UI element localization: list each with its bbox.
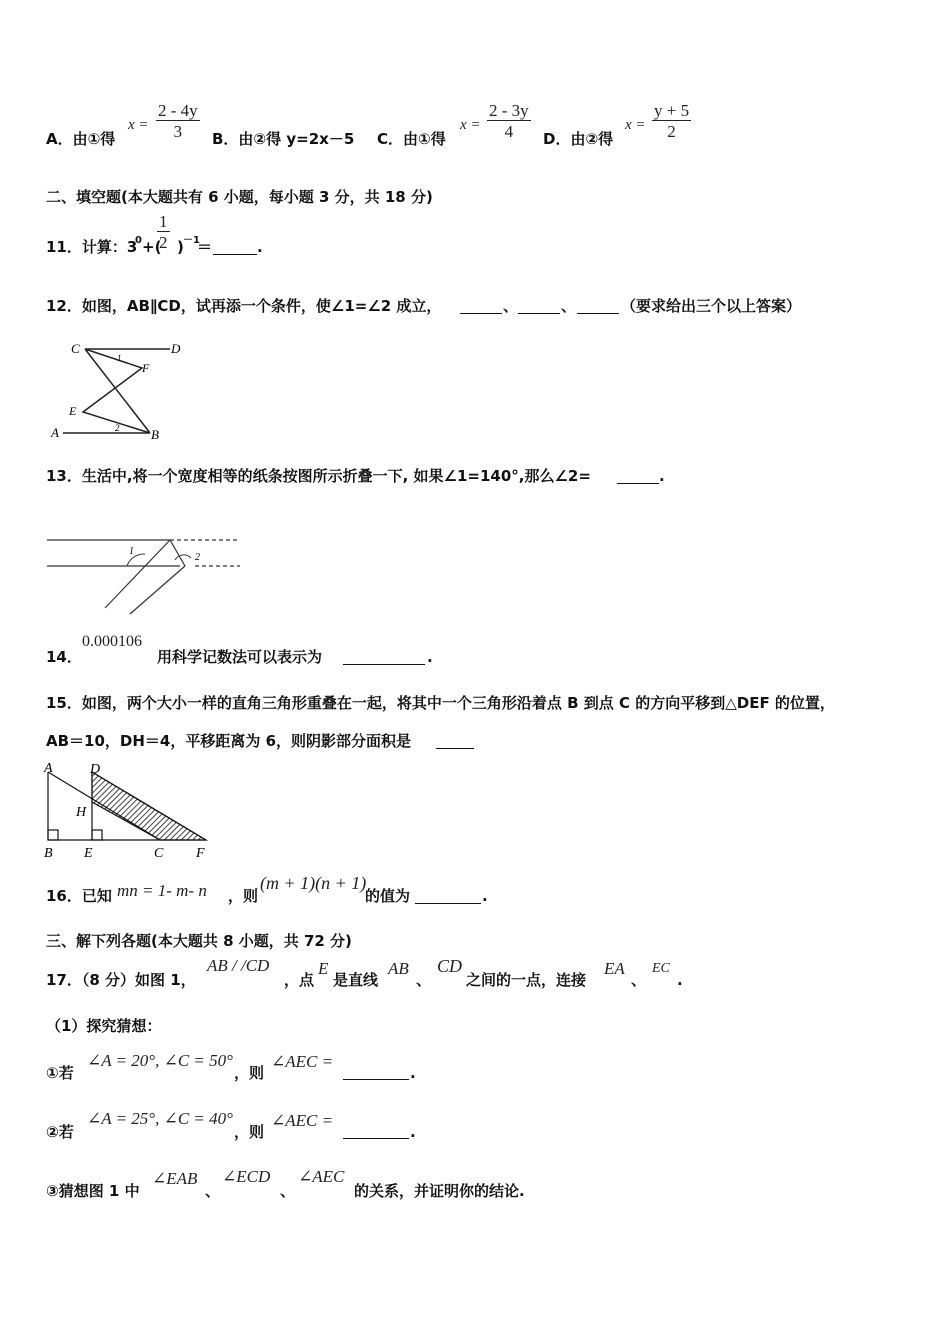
- fig12-label-b: B: [151, 427, 159, 442]
- q17-point-e: E: [318, 959, 329, 978]
- option-a-label: A．由①得: [46, 130, 116, 148]
- q17-case-3-sep-2: 、: [280, 1182, 296, 1200]
- q14-text: 用科学记数法可以表示为: [157, 648, 323, 666]
- q16-end: .: [482, 887, 488, 905]
- q17-sep-2: 、: [631, 971, 647, 989]
- q17-segment-ec: EC: [652, 961, 670, 976]
- q17-end: .: [677, 971, 683, 989]
- q16-tail: 的值为: [365, 887, 411, 905]
- option-d-fraction: [652, 102, 691, 141]
- q12-tail: （要求给出三个以上答案）: [621, 297, 802, 315]
- fig15-label-c: C: [154, 846, 164, 861]
- fig13-angle-2: 2: [195, 552, 200, 563]
- section-2-heading: 二、填空题(本大题共有 6 小题，每小题 3 分，共 18 分): [46, 188, 433, 206]
- option-c-numerator: 2 - 3y: [489, 101, 529, 120]
- q14-number: 14．: [46, 648, 82, 666]
- q17-angle-ecd: ∠ECD: [222, 1167, 271, 1186]
- q17-case-2-end: .: [410, 1123, 416, 1141]
- fig12-label-d: D: [171, 341, 181, 356]
- q11-end: .: [257, 238, 263, 256]
- fig15-label-f: F: [196, 846, 205, 861]
- q11-plus: +(: [142, 238, 162, 256]
- q16-expression: (m + 1)(n + 1): [260, 873, 367, 893]
- fig15-label-b: B: [44, 846, 53, 861]
- q12-text: 12．如图，AB∥CD，试再添一个条件，使∠1=∠2 成立，: [46, 297, 442, 315]
- q17-case-1-then: ，则: [234, 1064, 265, 1082]
- q17-case-2-condition: ∠A = 25°, ∠C = 40°: [87, 1109, 233, 1128]
- q17-case-1-condition: ∠A = 20°, ∠C = 50°: [87, 1051, 233, 1070]
- fig12-label-f: F: [142, 361, 150, 375]
- q12-figure: [45, 335, 195, 445]
- q17-case-1-end: .: [410, 1064, 416, 1082]
- q11-exp-zero: 0: [135, 235, 142, 246]
- q17-line-ab: AB: [388, 959, 409, 978]
- q16-answer-blank[interactable]: [415, 889, 481, 904]
- option-b: B．由②得 y=2x－5: [212, 130, 355, 148]
- q17-comma-point: ，点: [284, 971, 315, 989]
- q17-case-1-blank[interactable]: [343, 1065, 409, 1080]
- q14-end: .: [427, 648, 433, 666]
- q17-line-cd: CD: [437, 956, 463, 976]
- q17-part-1: （1）探究猜想：: [46, 1017, 162, 1035]
- fig12-label-a: A: [51, 425, 59, 440]
- option-a-fraction: [156, 102, 200, 141]
- fig15-label-e: E: [84, 846, 93, 861]
- q17-between-2: 之间的一点，连接: [466, 971, 587, 989]
- option-d-label: D．由②得: [543, 130, 614, 148]
- q12-blank-2[interactable]: [518, 299, 560, 314]
- option-c-label: C．由①得: [377, 130, 446, 148]
- option-a-lhs: x =: [128, 117, 149, 133]
- fig12-angle-1: 1: [117, 353, 122, 363]
- q11-close: ): [177, 238, 184, 256]
- q15-answer-blank[interactable]: [436, 734, 474, 749]
- q17-sep: 、: [416, 971, 432, 989]
- option-a-denominator: 3: [173, 122, 183, 141]
- q16-mid: ，则: [228, 887, 259, 905]
- option-a-numerator: 2 - 4y: [158, 101, 198, 120]
- q13-figure: [45, 530, 245, 620]
- q17-angle-aec: ∠AEC: [298, 1167, 345, 1186]
- q17-angle-eab: ∠EAB: [152, 1169, 198, 1188]
- fig15-label-a: A: [44, 761, 53, 776]
- option-d-numerator: y + 5: [654, 101, 690, 120]
- q17-case-2-then: ，则: [234, 1123, 265, 1141]
- q13-answer-blank[interactable]: [617, 469, 659, 484]
- q16-prefix: 16．已知: [46, 887, 112, 905]
- q17-between-1: 是直线: [333, 971, 379, 989]
- q17-case-2-blank[interactable]: [343, 1124, 409, 1139]
- q12-sep-1: 、: [503, 297, 519, 315]
- q15-line-2: AB＝10，DH＝4，平移距离为 6，则阴影部分面积是: [46, 732, 412, 750]
- q11-answer-blank[interactable]: [213, 240, 257, 255]
- q17-case-3-tail: 的关系，并证明你的结论.: [354, 1182, 525, 1200]
- section-3-heading: 三、解下列各题(本大题共 8 小题，共 72 分): [46, 932, 352, 950]
- option-d-lhs: x =: [625, 117, 646, 133]
- option-c-fraction: [487, 102, 531, 141]
- q17-case-3-mark: ③猜想图 1 中: [46, 1182, 140, 1200]
- q17-segment-ea: EA: [604, 959, 625, 978]
- q15-figure: [40, 760, 220, 860]
- fig15-label-h: H: [76, 805, 87, 820]
- q15-line-1: 15．如图，两个大小一样的直角三角形重叠在一起，将其中一个三角形沿着点 B 到点 C 的方向平移到△DEF 的位置，: [46, 694, 835, 712]
- q17-case-1-mark: ①若: [46, 1064, 74, 1082]
- q11-fraction: [157, 213, 170, 252]
- fig12-angle-2: 2: [115, 423, 120, 433]
- q12-blank-3[interactable]: [577, 299, 619, 314]
- option-c-denominator: 4: [504, 122, 514, 141]
- q17-parallel: AB / /CD: [207, 956, 270, 975]
- q13-text: 13．生活中,将一个宽度相等的纸条按图所示折叠一下, 如果∠1=140°,那么∠2=: [46, 467, 591, 485]
- q14-answer-blank[interactable]: [343, 650, 425, 665]
- q11-exp: －1: [183, 235, 200, 246]
- fig12-label-e: E: [69, 404, 77, 418]
- q17-case-1-aec: ∠AEC =: [271, 1052, 334, 1071]
- q16-condition: mn = 1- m- n: [117, 881, 207, 900]
- fig15-label-d: D: [90, 762, 101, 777]
- q17-case-2-aec: ∠AEC =: [271, 1111, 334, 1130]
- option-d-denominator: 2: [667, 122, 676, 141]
- q11-denominator: 2: [159, 233, 168, 252]
- q12-blank-1[interactable]: [460, 299, 502, 314]
- q14-value: 0.000106: [82, 633, 142, 650]
- q13-end: .: [659, 467, 665, 485]
- q17-prefix: 17．（8 分）如图 1，: [46, 971, 196, 989]
- q11-numerator: 1: [159, 212, 168, 231]
- fig12-label-c: C: [71, 341, 80, 356]
- q17-case-3-sep-1: 、: [205, 1182, 221, 1200]
- q17-case-2-mark: ②若: [46, 1123, 74, 1141]
- q12-sep-2: 、: [561, 297, 577, 315]
- fig13-angle-1: 1: [129, 546, 134, 557]
- q11-eq: ＝: [197, 238, 213, 256]
- option-c-lhs: x =: [460, 117, 481, 133]
- q11-prefix: 11．计算：3: [46, 238, 138, 256]
